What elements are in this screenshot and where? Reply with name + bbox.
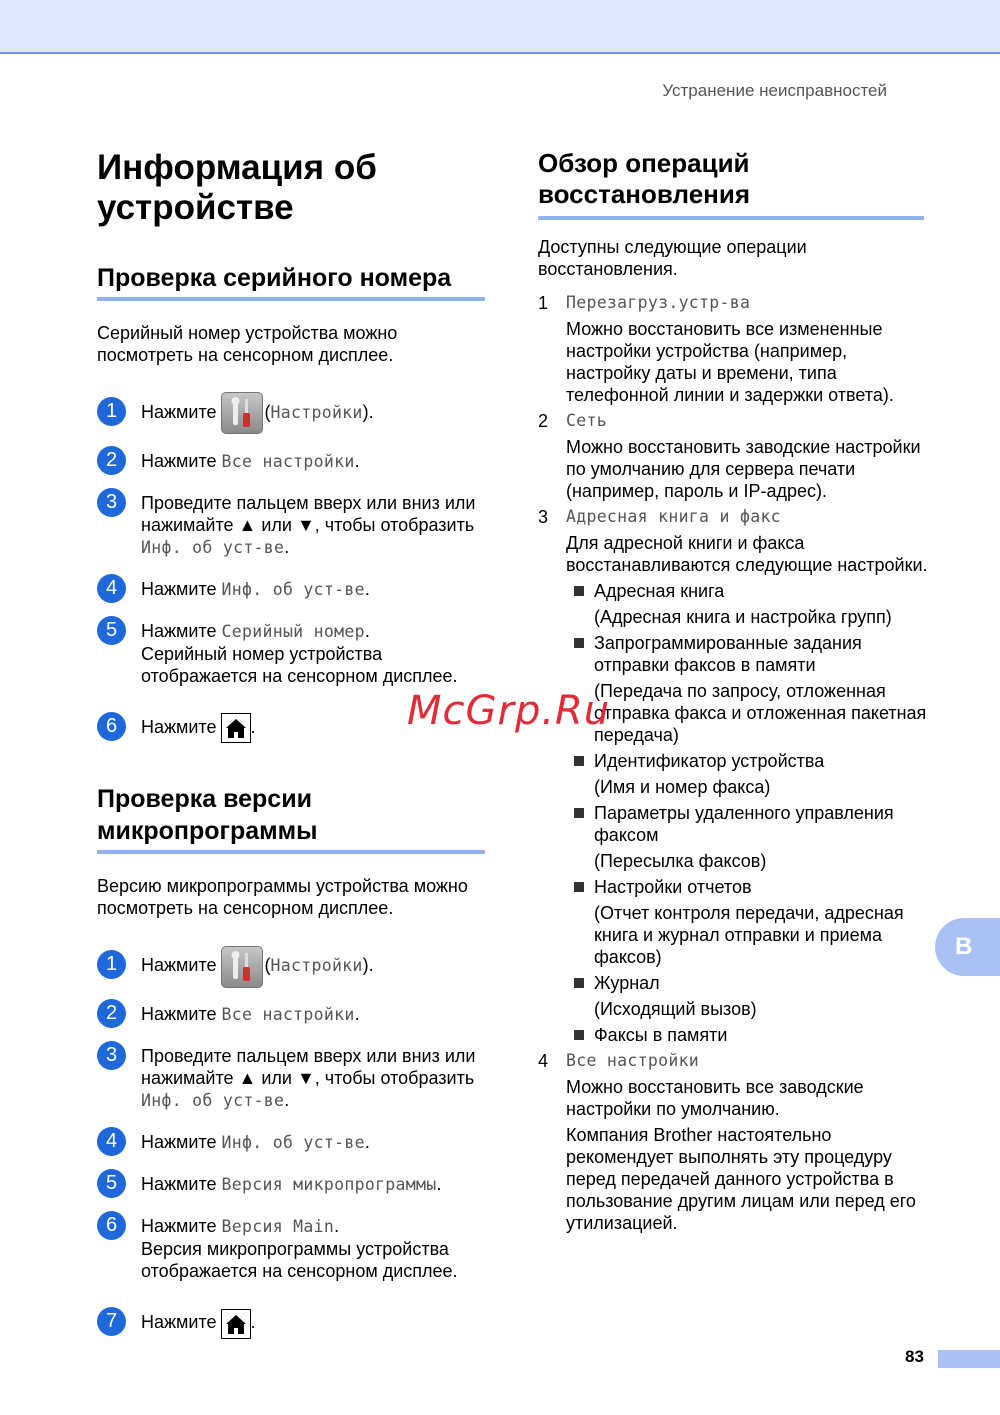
firmware-step-2: 2 Нажмите Все настройки. xyxy=(97,1003,485,1026)
page-number: 83 xyxy=(905,1347,924,1366)
restore-op-1: 1 Перезагруз.устр-ва Можно восстановить все измененные настройки устройства (например, настройку даты и времени, типа телефонной линии и задержки ответа). xyxy=(538,292,930,406)
serial-step-3: 3 Проведите пальцем вверх или вниз или нажимайте ▲ или ▼, чтобы отобразить Инф. об уст-ве. xyxy=(97,492,485,559)
top-band xyxy=(0,0,1000,54)
firmware-step-3: 3 Проведите пальцем вверх или вниз или нажимайте ▲ или ▼, чтобы отобразить Инф. об уст-ве. xyxy=(97,1045,485,1112)
firmware-intro: Версию микропрограммы устройства можно посмотреть на сенсорном дисплее. xyxy=(97,876,468,919)
firmware-heading: Проверка версии микропрограммы xyxy=(97,783,485,854)
firmware-step-7: 7 Нажмите . xyxy=(97,1306,485,1338)
bullet-item: Журнал xyxy=(566,972,930,994)
bullet-item: Параметры удаленного управления факсом xyxy=(566,802,930,846)
bullet-item: Факсы в памяти xyxy=(566,1024,930,1046)
op-code: Перезагруз.устр-ва xyxy=(566,293,751,312)
chapter-tab: B xyxy=(935,918,1000,976)
running-header: Устранение неисправностей xyxy=(662,81,887,100)
restore-bullets: Адресная книга (Адресная книга и настройка групп) Запрограммированные задания отправки факсов в памяти (Передача по запросу, отложенная отправка факса и отложенная пакетная передача) Идентификатор устройства (Имя и номер факса) Параметры удаленного управления факсом (Пересылка факсов) Настройки отчетов (Отчет контроля передачи, адресная книга и журнал отправки и приема факсов) Журнал (Исходящий вызов) Факсы в памяти xyxy=(566,580,930,1046)
serial-intro: Серийный номер устройства можно посмотреть на сенсорном дисплее. xyxy=(97,323,398,365)
restore-op-4: 4 Все настройки Можно восстановить все заводские настройки по умолчанию. Компания Brother настоятельно рекомендует выполнять эту процедуру перед передачей данного устройства в пользование другим лицам или перед его утилизацией. xyxy=(538,1051,916,1233)
firmware-step-note: Версия микропрограммы устройства отображается на сенсорном дисплее. xyxy=(141,1239,458,1282)
serial-step-4: 4 Нажмите Инф. об уст-ве. xyxy=(97,578,485,601)
page-title: Информация об устройстве xyxy=(97,148,377,227)
bullet-item: Идентификатор устройства xyxy=(566,750,930,772)
firmware-step-5: 5 Нажмите Версия микропрограммы. xyxy=(97,1173,485,1196)
serial-step-2: 2 Нажмите Все настройки. xyxy=(97,450,485,473)
home-icon xyxy=(221,713,251,743)
page-bar xyxy=(938,1350,1000,1368)
serial-step-6: 6 Нажмите . xyxy=(97,711,485,743)
firmware-step-1: 1 Нажмите (Настройки). xyxy=(97,943,485,988)
step-number: 1 xyxy=(97,397,126,426)
bullet-item: Запрограммированные задания отправки факсов в памяти xyxy=(566,632,930,676)
serial-heading: Проверка серийного номера xyxy=(97,262,485,301)
serial-step-5: 5 Нажмите Серийный номер. Серийный номер устройства отображается на сенсорном дисплее. xyxy=(97,620,485,687)
firmware-step-6: 6 Нажмите Версия Main. Версия микропрограммы устройства отображается на сенсорном дисплее. xyxy=(97,1215,485,1282)
restore-op-3: 3 Адресная книга и факс Для адресной книги и факса восстанавливаются следующие настройки. Адресная книга (Адресная книга и настройка групп) Запрограммированные задания отправки факсов в памяти (Передача по запросу, отложенная отправка факса и отложенная пакетная передача) Идентификатор устройства (Имя и номер факса) Параметры удаленного управления факсом (Пересылка факсов) Настройки отчетов (Отчет контроля передачи, адресная книга и журнал отправки и приема факсов) Журнал (Исходящий вызов) Факсы в памяти xyxy=(538,506,930,1046)
restore-op-2: 2 Сеть Можно восстановить заводские настройки по умолчанию для сервера печати (например, пароль и IP-адрес). xyxy=(538,411,921,501)
restore-heading: Обзор операций восстановления xyxy=(538,148,924,220)
settings-icon xyxy=(221,392,263,434)
bullet-item: Адресная книга xyxy=(566,580,930,602)
bullet-item: Настройки отчетов xyxy=(566,876,930,898)
serial-step-1: 1 Нажмите (Настройки). xyxy=(97,390,485,435)
home-icon xyxy=(221,1309,251,1339)
left-column xyxy=(97,148,485,1339)
firmware-step-4: 4 Нажмите Инф. об уст-ве. xyxy=(97,1131,485,1154)
serial-step-note: Серийный номер устройства отображается на сенсорном дисплее. xyxy=(141,644,458,686)
settings-icon xyxy=(221,946,263,988)
watermark-text: McGrp.Ru xyxy=(407,688,611,734)
restore-intro: Доступны следующие операции восстановления. xyxy=(538,237,807,279)
